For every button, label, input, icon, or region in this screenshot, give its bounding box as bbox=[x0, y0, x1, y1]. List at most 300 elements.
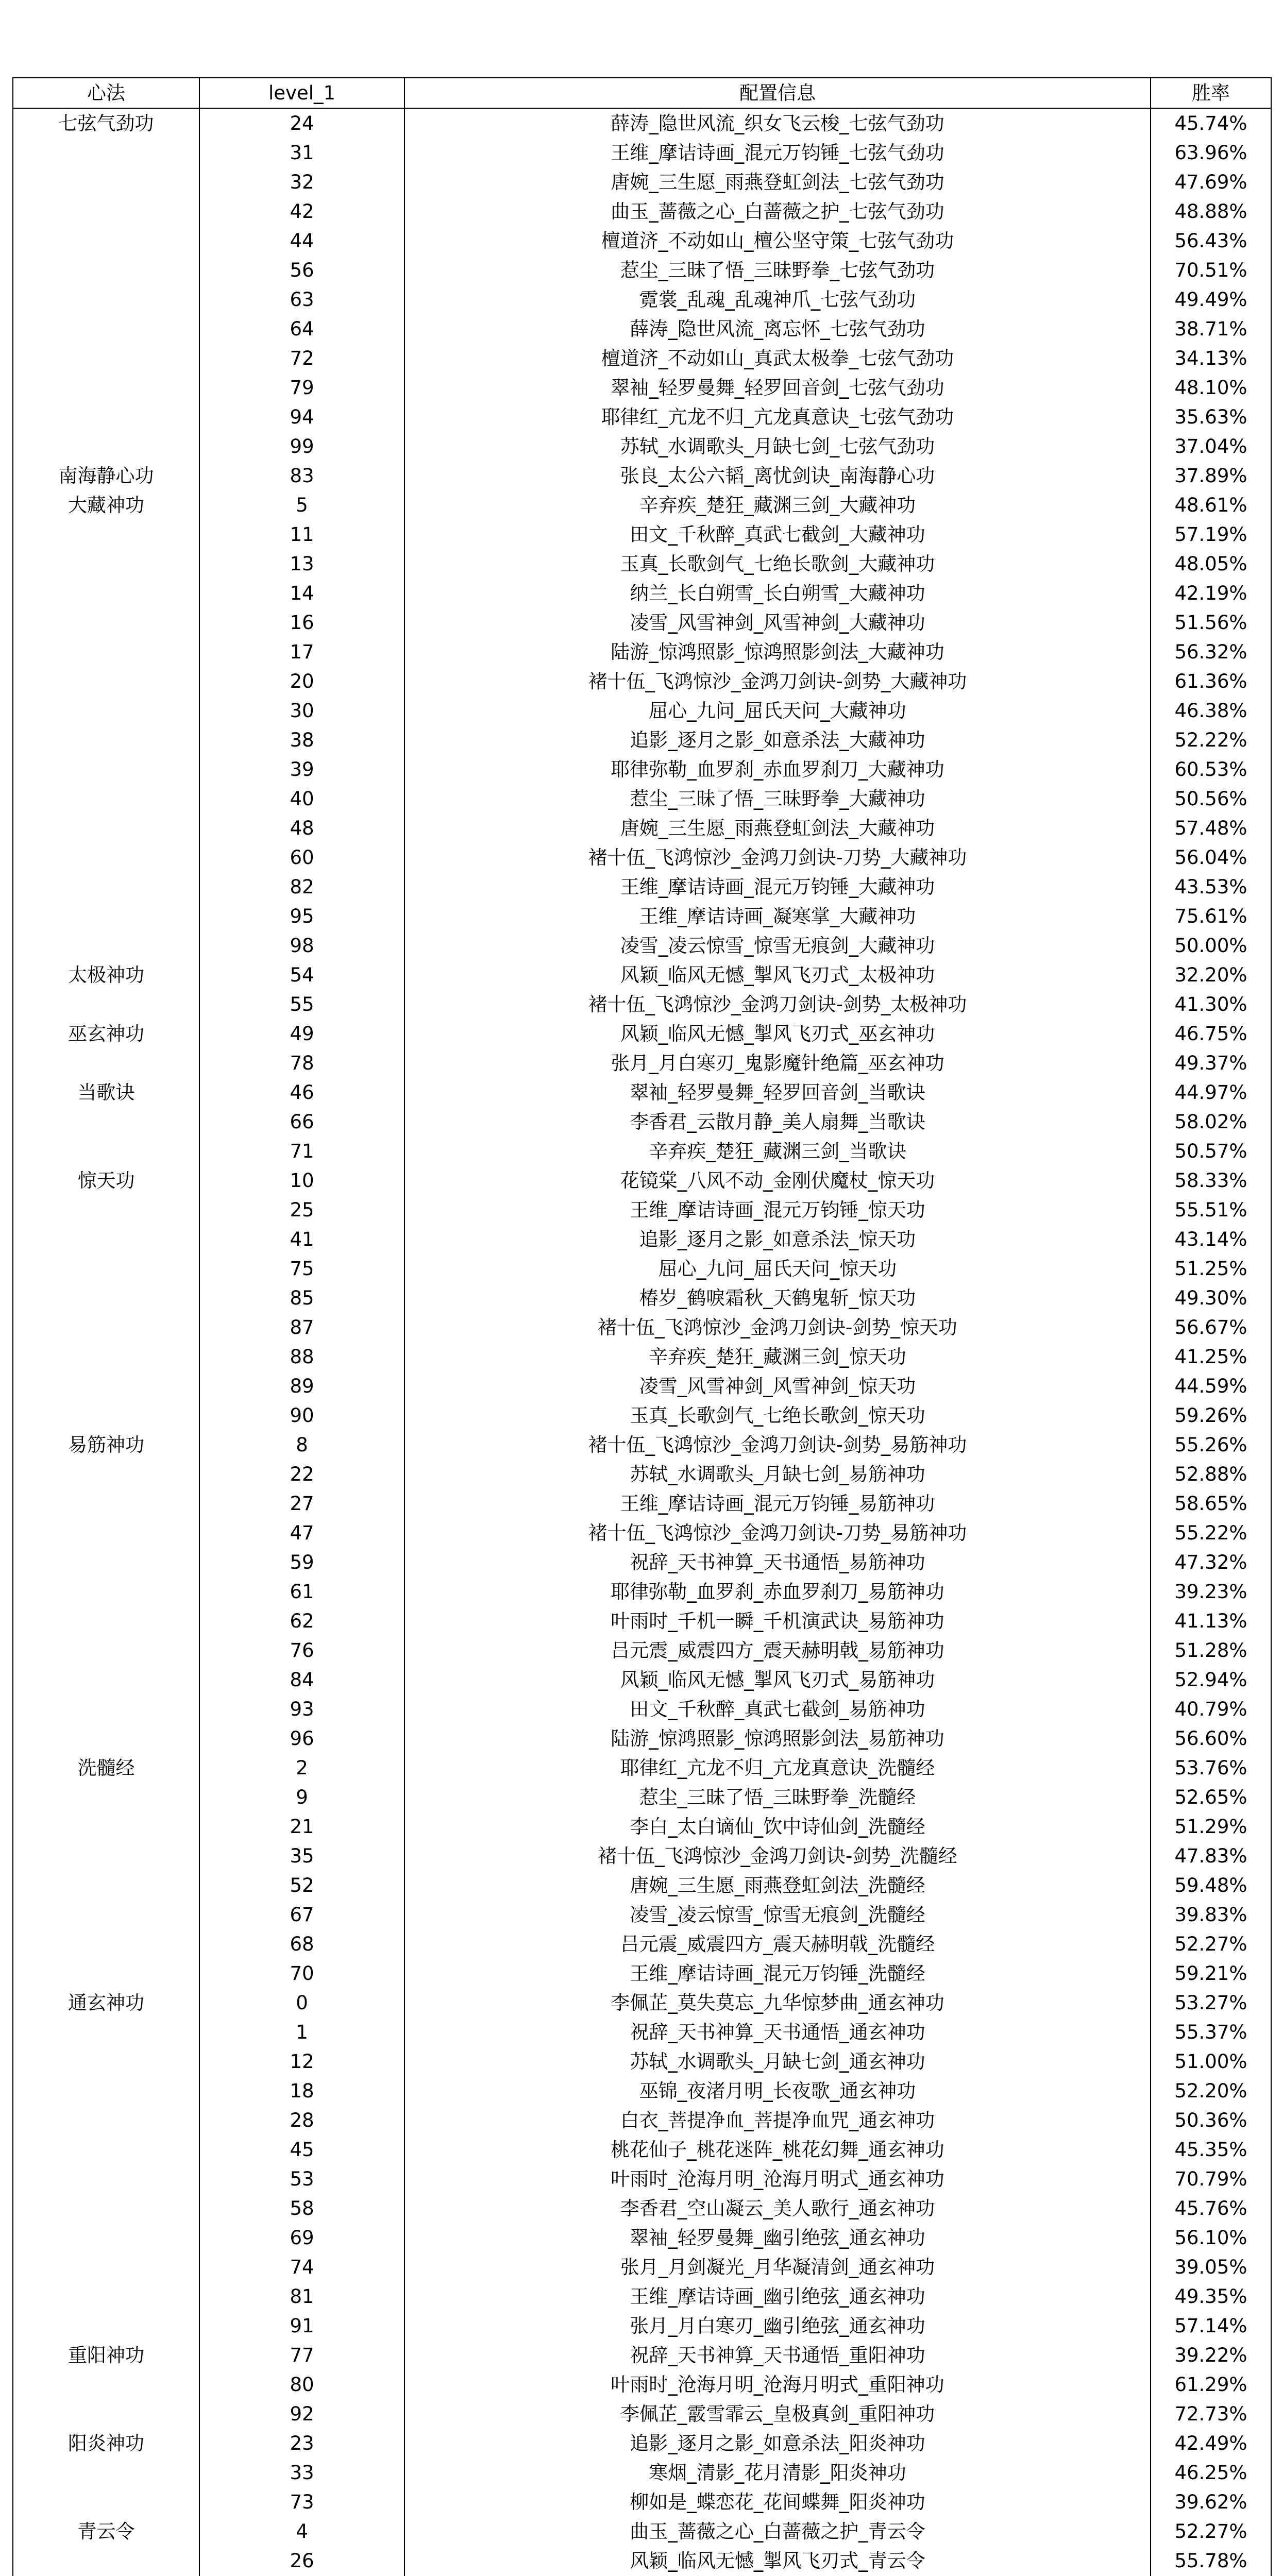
level-cell: 89 bbox=[199, 1371, 404, 1401]
table-row bbox=[13, 1166, 1271, 1195]
table-row bbox=[13, 373, 1271, 402]
xinfa-cell bbox=[13, 1871, 199, 1900]
table-row bbox=[13, 520, 1271, 549]
xinfa-cell bbox=[13, 402, 199, 432]
winrate-cell: 51.25% bbox=[1151, 1254, 1271, 1283]
level-cell: 83 bbox=[199, 461, 404, 490]
config-cell: 苏轼_水调歌头_月缺七剑_易筋神功 bbox=[404, 1460, 1151, 1489]
level-cell: 52 bbox=[199, 1871, 404, 1900]
level-cell: 67 bbox=[199, 1900, 404, 1929]
level-cell: 1 bbox=[199, 2018, 404, 2047]
winrate-cell: 57.48% bbox=[1151, 814, 1271, 843]
level-cell: 38 bbox=[199, 725, 404, 755]
winrate-cell: 50.56% bbox=[1151, 784, 1271, 814]
config-cell: 辛弃疾_楚狂_藏渊三剑_大藏神功 bbox=[404, 490, 1151, 520]
xinfa-cell bbox=[13, 197, 199, 226]
level-cell: 54 bbox=[199, 960, 404, 990]
xinfa-cell: 惊天功 bbox=[13, 1166, 199, 1195]
table-row bbox=[13, 872, 1271, 902]
config-cell: 风颖_临风无憾_掣风飞刃式_太极神功 bbox=[404, 960, 1151, 990]
xinfa-cell bbox=[13, 1841, 199, 1871]
config-cell: 唐婉_三生愿_雨燕登虹剑法_大藏神功 bbox=[404, 814, 1151, 843]
table-row bbox=[13, 784, 1271, 814]
config-cell: 王维_摩诘诗画_混元万钧锤_大藏神功 bbox=[404, 872, 1151, 902]
winrate-cell: 55.37% bbox=[1151, 2018, 1271, 2047]
config-cell: 曲玉_蔷薇之心_白蔷薇之护_青云令 bbox=[404, 2517, 1151, 2546]
config-cell: 张良_太公六韬_离忧剑诀_南海静心功 bbox=[404, 461, 1151, 490]
winrate-cell: 51.29% bbox=[1151, 1812, 1271, 1841]
table-row bbox=[13, 696, 1271, 725]
table-row bbox=[13, 1548, 1271, 1577]
config-cell: 辛弃疾_楚狂_藏渊三剑_当歌诀 bbox=[404, 1137, 1151, 1166]
level-cell: 71 bbox=[199, 1137, 404, 1166]
table-row bbox=[13, 1694, 1271, 1724]
config-cell: 唐婉_三生愿_雨燕登虹剑法_七弦气劲功 bbox=[404, 167, 1151, 197]
level-cell: 5 bbox=[199, 490, 404, 520]
xinfa-cell bbox=[13, 1460, 199, 1489]
config-cell: 檀道济_不动如山_檀公坚守策_七弦气劲功 bbox=[404, 226, 1151, 256]
winrate-cell: 39.62% bbox=[1151, 2487, 1271, 2517]
winrate-cell: 39.23% bbox=[1151, 1577, 1271, 1606]
table-row bbox=[13, 1342, 1271, 1371]
xinfa-cell bbox=[13, 2018, 199, 2047]
level-cell: 53 bbox=[199, 2164, 404, 2194]
level-cell: 14 bbox=[199, 579, 404, 608]
config-cell: 玉真_长歌剑气_七绝长歌剑_惊天功 bbox=[404, 1401, 1151, 1430]
winrate-cell: 48.05% bbox=[1151, 549, 1271, 579]
config-cell: 褚十伍_飞鸿惊沙_金鸿刀剑诀-剑势_太极神功 bbox=[404, 990, 1151, 1019]
winrate-cell: 40.79% bbox=[1151, 1694, 1271, 1724]
winrate-cell: 55.26% bbox=[1151, 1430, 1271, 1460]
xinfa-cell bbox=[13, 2311, 199, 2341]
xinfa-cell bbox=[13, 344, 199, 373]
winrate-cell: 55.78% bbox=[1151, 2546, 1271, 2575]
config-cell: 凌雪_风雪神剑_风雪神剑_惊天功 bbox=[404, 1371, 1151, 1401]
config-cell: 惹尘_三昧了悟_三昧野拳_大藏神功 bbox=[404, 784, 1151, 814]
xinfa-cell bbox=[13, 1724, 199, 1753]
table-row bbox=[13, 108, 1271, 138]
table-row bbox=[13, 138, 1271, 167]
table-row bbox=[13, 1959, 1271, 1988]
xinfa-cell bbox=[13, 2194, 199, 2223]
table-row bbox=[13, 1401, 1271, 1430]
level-cell: 46 bbox=[199, 1078, 404, 1107]
level-cell: 63 bbox=[199, 285, 404, 314]
config-cell: 张月_月白寒刃_幽引绝弦_通玄神功 bbox=[404, 2311, 1151, 2341]
xinfa-cell bbox=[13, 2546, 199, 2575]
level-cell: 17 bbox=[199, 637, 404, 667]
table-row bbox=[13, 432, 1271, 461]
winrate-cell: 37.89% bbox=[1151, 461, 1271, 490]
winrate-cell: 51.28% bbox=[1151, 1636, 1271, 1665]
winrate-cell: 44.97% bbox=[1151, 1078, 1271, 1107]
table-row bbox=[13, 2370, 1271, 2399]
level-cell: 82 bbox=[199, 872, 404, 902]
level-cell: 91 bbox=[199, 2311, 404, 2341]
xinfa-cell bbox=[13, 1518, 199, 1548]
header-cell-winrate: 胜率 bbox=[1151, 78, 1271, 108]
config-cell: 王维_摩诘诗画_凝寒掌_大藏神功 bbox=[404, 902, 1151, 931]
table-row bbox=[13, 1048, 1271, 1078]
level-cell: 59 bbox=[199, 1548, 404, 1577]
xinfa-cell: 大藏神功 bbox=[13, 490, 199, 520]
winrate-cell: 41.13% bbox=[1151, 1606, 1271, 1636]
table-row bbox=[13, 1665, 1271, 1694]
config-cell: 檀道济_不动如山_真武太极拳_七弦气劲功 bbox=[404, 344, 1151, 373]
level-cell: 41 bbox=[199, 1225, 404, 1254]
xinfa-cell bbox=[13, 2076, 199, 2106]
config-cell: 风颖_临风无憾_掣风飞刃式_易筋神功 bbox=[404, 1665, 1151, 1694]
xinfa-cell bbox=[13, 549, 199, 579]
level-cell: 8 bbox=[199, 1430, 404, 1460]
xinfa-cell bbox=[13, 256, 199, 285]
winrate-cell: 56.60% bbox=[1151, 1724, 1271, 1753]
config-cell: 翠袖_轻罗曼舞_轻罗回音剑_七弦气劲功 bbox=[404, 373, 1151, 402]
table-row bbox=[13, 1518, 1271, 1548]
xinfa-cell bbox=[13, 2135, 199, 2164]
winrate-cell: 41.30% bbox=[1151, 990, 1271, 1019]
level-cell: 76 bbox=[199, 1636, 404, 1665]
config-cell: 霓裳_乱魂_乱魂神爪_七弦气劲功 bbox=[404, 285, 1151, 314]
level-cell: 84 bbox=[199, 1665, 404, 1694]
xinfa-cell bbox=[13, 1959, 199, 1988]
level-cell: 85 bbox=[199, 1283, 404, 1313]
table-row bbox=[13, 1900, 1271, 1929]
level-cell: 98 bbox=[199, 931, 404, 960]
xinfa-cell bbox=[13, 285, 199, 314]
data-table bbox=[12, 77, 1272, 2576]
xinfa-cell: 洗髓经 bbox=[13, 1753, 199, 1783]
level-cell: 75 bbox=[199, 1254, 404, 1283]
xinfa-cell bbox=[13, 637, 199, 667]
winrate-cell: 49.35% bbox=[1151, 2282, 1271, 2311]
table-row bbox=[13, 2341, 1271, 2370]
level-cell: 55 bbox=[199, 990, 404, 1019]
level-cell: 87 bbox=[199, 1313, 404, 1342]
winrate-cell: 51.00% bbox=[1151, 2047, 1271, 2076]
level-cell: 12 bbox=[199, 2047, 404, 2076]
winrate-cell: 37.04% bbox=[1151, 432, 1271, 461]
xinfa-cell bbox=[13, 167, 199, 197]
winrate-cell: 56.67% bbox=[1151, 1313, 1271, 1342]
config-cell: 唐婉_三生愿_雨燕登虹剑法_洗髓经 bbox=[404, 1871, 1151, 1900]
config-cell: 屈心_九问_屈氏天问_惊天功 bbox=[404, 1254, 1151, 1283]
winrate-cell: 43.14% bbox=[1151, 1225, 1271, 1254]
level-cell: 99 bbox=[199, 432, 404, 461]
table-row bbox=[13, 1430, 1271, 1460]
config-cell: 李香君_空山凝云_美人歌行_通玄神功 bbox=[404, 2194, 1151, 2223]
table-row bbox=[13, 1577, 1271, 1606]
winrate-cell: 47.83% bbox=[1151, 1841, 1271, 1871]
xinfa-cell bbox=[13, 1636, 199, 1665]
config-cell: 李香君_云散月静_美人扇舞_当歌诀 bbox=[404, 1107, 1151, 1137]
winrate-cell: 70.51% bbox=[1151, 256, 1271, 285]
xinfa-cell bbox=[13, 138, 199, 167]
level-cell: 25 bbox=[199, 1195, 404, 1225]
table-row bbox=[13, 256, 1271, 285]
winrate-cell: 34.13% bbox=[1151, 344, 1271, 373]
xinfa-cell bbox=[13, 1900, 199, 1929]
level-cell: 22 bbox=[199, 1460, 404, 1489]
level-cell: 60 bbox=[199, 843, 404, 872]
xinfa-cell bbox=[13, 314, 199, 344]
xinfa-cell bbox=[13, 608, 199, 637]
table-row bbox=[13, 2106, 1271, 2135]
table-row bbox=[13, 2194, 1271, 2223]
xinfa-cell bbox=[13, 1283, 199, 1313]
level-cell: 27 bbox=[199, 1489, 404, 1518]
level-cell: 26 bbox=[199, 2546, 404, 2575]
data-sheet bbox=[12, 77, 1271, 2576]
xinfa-cell bbox=[13, 1665, 199, 1694]
xinfa-cell bbox=[13, 931, 199, 960]
xinfa-cell bbox=[13, 2487, 199, 2517]
config-cell: 凌雪_风雪神剑_风雪神剑_大藏神功 bbox=[404, 608, 1151, 637]
winrate-cell: 49.37% bbox=[1151, 1048, 1271, 1078]
winrate-cell: 45.76% bbox=[1151, 2194, 1271, 2223]
xinfa-cell bbox=[13, 1195, 199, 1225]
xinfa-cell bbox=[13, 579, 199, 608]
table-row bbox=[13, 2311, 1271, 2341]
table-row bbox=[13, 2517, 1271, 2546]
table-row bbox=[13, 1225, 1271, 1254]
winrate-cell: 55.22% bbox=[1151, 1518, 1271, 1548]
table-row bbox=[13, 1753, 1271, 1783]
level-cell: 73 bbox=[199, 2487, 404, 2517]
table-row bbox=[13, 2135, 1271, 2164]
level-cell: 79 bbox=[199, 373, 404, 402]
config-cell: 苏轼_水调歌头_月缺七剑_通玄神功 bbox=[404, 2047, 1151, 2076]
level-cell: 40 bbox=[199, 784, 404, 814]
winrate-cell: 45.74% bbox=[1151, 108, 1271, 138]
table-row bbox=[13, 2282, 1271, 2311]
xinfa-cell bbox=[13, 2106, 199, 2135]
config-cell: 叶雨时_千机一瞬_千机演武诀_易筋神功 bbox=[404, 1606, 1151, 1636]
winrate-cell: 72.73% bbox=[1151, 2399, 1271, 2429]
level-cell: 39 bbox=[199, 755, 404, 784]
xinfa-cell bbox=[13, 1254, 199, 1283]
table-row bbox=[13, 990, 1271, 1019]
config-cell: 田文_千秋醉_真武七截剑_易筋神功 bbox=[404, 1694, 1151, 1724]
xinfa-cell bbox=[13, 696, 199, 725]
table-row bbox=[13, 1107, 1271, 1137]
config-cell: 追影_逐月之影_如意杀法_大藏神功 bbox=[404, 725, 1151, 755]
level-cell: 0 bbox=[199, 1988, 404, 2018]
winrate-cell: 58.02% bbox=[1151, 1107, 1271, 1137]
xinfa-cell bbox=[13, 1048, 199, 1078]
config-cell: 祝辞_天书神算_天书通悟_重阳神功 bbox=[404, 2341, 1151, 2370]
table-row bbox=[13, 490, 1271, 520]
xinfa-cell: 阳炎神功 bbox=[13, 2429, 199, 2458]
table-row bbox=[13, 285, 1271, 314]
config-cell: 吕元震_威震四方_震天赫明戟_洗髓经 bbox=[404, 1929, 1151, 1959]
level-cell: 32 bbox=[199, 167, 404, 197]
xinfa-cell bbox=[13, 1225, 199, 1254]
config-cell: 屈心_九问_屈氏天问_大藏神功 bbox=[404, 696, 1151, 725]
table-row bbox=[13, 461, 1271, 490]
winrate-cell: 39.83% bbox=[1151, 1900, 1271, 1929]
xinfa-cell: 青云令 bbox=[13, 2517, 199, 2546]
winrate-cell: 63.96% bbox=[1151, 138, 1271, 167]
table-row bbox=[13, 579, 1271, 608]
table-row bbox=[13, 344, 1271, 373]
table-row bbox=[13, 1812, 1271, 1841]
config-cell: 王维_摩诘诗画_幽引绝弦_通玄神功 bbox=[404, 2282, 1151, 2311]
table-row bbox=[13, 2429, 1271, 2458]
config-cell: 翠袖_轻罗曼舞_轻罗回音剑_当歌诀 bbox=[404, 1078, 1151, 1107]
winrate-cell: 32.20% bbox=[1151, 960, 1271, 990]
winrate-cell: 52.27% bbox=[1151, 1929, 1271, 1959]
level-cell: 42 bbox=[199, 197, 404, 226]
xinfa-cell bbox=[13, 784, 199, 814]
table-row bbox=[13, 2252, 1271, 2282]
winrate-cell: 48.61% bbox=[1151, 490, 1271, 520]
level-cell: 90 bbox=[199, 1401, 404, 1430]
config-cell: 苏轼_水调歌头_月缺七剑_七弦气劲功 bbox=[404, 432, 1151, 461]
config-cell: 柳如是_蝶恋花_花间蝶舞_阳炎神功 bbox=[404, 2487, 1151, 2517]
table-row bbox=[13, 1929, 1271, 1959]
level-cell: 56 bbox=[199, 256, 404, 285]
xinfa-cell bbox=[13, 2252, 199, 2282]
config-cell: 寒烟_清影_花月清影_阳炎神功 bbox=[404, 2458, 1151, 2487]
winrate-cell: 55.51% bbox=[1151, 1195, 1271, 1225]
winrate-cell: 42.19% bbox=[1151, 579, 1271, 608]
winrate-cell: 50.00% bbox=[1151, 931, 1271, 960]
config-cell: 翠袖_轻罗曼舞_幽引绝弦_通玄神功 bbox=[404, 2223, 1151, 2252]
config-cell: 王维_摩诘诗画_混元万钧锤_易筋神功 bbox=[404, 1489, 1151, 1518]
config-cell: 祝辞_天书神算_天书通悟_易筋神功 bbox=[404, 1548, 1151, 1577]
xinfa-cell bbox=[13, 1401, 199, 1430]
level-cell: 18 bbox=[199, 2076, 404, 2106]
table-row bbox=[13, 1783, 1271, 1812]
config-cell: 耶律弥勒_血罗刹_赤血罗刹刀_易筋神功 bbox=[404, 1577, 1151, 1606]
xinfa-cell bbox=[13, 1371, 199, 1401]
config-cell: 巫锦_夜渚月明_长夜歌_通玄神功 bbox=[404, 2076, 1151, 2106]
winrate-cell: 70.79% bbox=[1151, 2164, 1271, 2194]
xinfa-cell bbox=[13, 1548, 199, 1577]
config-cell: 褚十伍_飞鸿惊沙_金鸿刀剑诀-刀势_大藏神功 bbox=[404, 843, 1151, 872]
config-cell: 惹尘_三昧了悟_三昧野拳_洗髓经 bbox=[404, 1783, 1151, 1812]
table-row bbox=[13, 1254, 1271, 1283]
level-cell: 72 bbox=[199, 344, 404, 373]
level-cell: 92 bbox=[199, 2399, 404, 2429]
config-cell: 薛涛_隐世风流_离忘怀_七弦气劲功 bbox=[404, 314, 1151, 344]
config-cell: 陆游_惊鸿照影_惊鸿照影剑法_易筋神功 bbox=[404, 1724, 1151, 1753]
level-cell: 47 bbox=[199, 1518, 404, 1548]
table-row bbox=[13, 902, 1271, 931]
xinfa-cell bbox=[13, 1137, 199, 1166]
xinfa-cell bbox=[13, 2399, 199, 2429]
header-row bbox=[13, 78, 1271, 108]
table-row bbox=[13, 2076, 1271, 2106]
table-row bbox=[13, 1636, 1271, 1665]
level-cell: 64 bbox=[199, 314, 404, 344]
config-cell: 李白_太白谪仙_饮中诗仙剑_洗髓经 bbox=[404, 1812, 1151, 1841]
table-row bbox=[13, 2487, 1271, 2517]
winrate-cell: 49.49% bbox=[1151, 285, 1271, 314]
table-row bbox=[13, 667, 1271, 696]
config-cell: 耶律弥勒_血罗刹_赤血罗刹刀_大藏神功 bbox=[404, 755, 1151, 784]
xinfa-cell bbox=[13, 1694, 199, 1724]
winrate-cell: 52.20% bbox=[1151, 2076, 1271, 2106]
config-cell: 王维_摩诘诗画_混元万钧锤_七弦气劲功 bbox=[404, 138, 1151, 167]
config-cell: 田文_千秋醉_真武七截剑_大藏神功 bbox=[404, 520, 1151, 549]
winrate-cell: 59.26% bbox=[1151, 1401, 1271, 1430]
xinfa-cell bbox=[13, 902, 199, 931]
xinfa-cell bbox=[13, 667, 199, 696]
config-cell: 风颖_临风无憾_掣风飞刃式_青云令 bbox=[404, 2546, 1151, 2575]
table-row bbox=[13, 637, 1271, 667]
xinfa-cell bbox=[13, 872, 199, 902]
config-cell: 褚十伍_飞鸿惊沙_金鸿刀剑诀-剑势_洗髓经 bbox=[404, 1841, 1151, 1871]
level-cell: 69 bbox=[199, 2223, 404, 2252]
config-cell: 追影_逐月之影_如意杀法_阳炎神功 bbox=[404, 2429, 1151, 2458]
xinfa-cell bbox=[13, 725, 199, 755]
winrate-cell: 52.27% bbox=[1151, 2517, 1271, 2546]
config-cell: 桃花仙子_桃花迷阵_桃花幻舞_通玄神功 bbox=[404, 2135, 1151, 2164]
xinfa-cell bbox=[13, 2370, 199, 2399]
config-cell: 吕元震_威震四方_震天赫明戟_易筋神功 bbox=[404, 1636, 1151, 1665]
config-cell: 辛弃疾_楚狂_藏渊三剑_惊天功 bbox=[404, 1342, 1151, 1371]
level-cell: 94 bbox=[199, 402, 404, 432]
table-row bbox=[13, 1283, 1271, 1313]
xinfa-cell: 南海静心功 bbox=[13, 461, 199, 490]
winrate-cell: 52.65% bbox=[1151, 1783, 1271, 1812]
winrate-cell: 56.43% bbox=[1151, 226, 1271, 256]
winrate-cell: 53.27% bbox=[1151, 1988, 1271, 2018]
xinfa-cell bbox=[13, 1812, 199, 1841]
winrate-cell: 50.36% bbox=[1151, 2106, 1271, 2135]
level-cell: 77 bbox=[199, 2341, 404, 2370]
table-row bbox=[13, 1988, 1271, 2018]
xinfa-cell bbox=[13, 755, 199, 784]
winrate-cell: 49.30% bbox=[1151, 1283, 1271, 1313]
config-cell: 王维_摩诘诗画_混元万钧锤_惊天功 bbox=[404, 1195, 1151, 1225]
level-cell: 61 bbox=[199, 1577, 404, 1606]
config-cell: 褚十伍_飞鸿惊沙_金鸿刀剑诀-刀势_易筋神功 bbox=[404, 1518, 1151, 1548]
xinfa-cell: 巫玄神功 bbox=[13, 1019, 199, 1048]
level-cell: 23 bbox=[199, 2429, 404, 2458]
xinfa-cell bbox=[13, 1929, 199, 1959]
xinfa-cell bbox=[13, 226, 199, 256]
winrate-cell: 56.32% bbox=[1151, 637, 1271, 667]
config-cell: 薛涛_隐世风流_织女飞云梭_七弦气劲功 bbox=[404, 108, 1151, 138]
table-row bbox=[13, 1489, 1271, 1518]
table-row bbox=[13, 1371, 1271, 1401]
level-cell: 80 bbox=[199, 2370, 404, 2399]
xinfa-cell bbox=[13, 2458, 199, 2487]
xinfa-cell bbox=[13, 373, 199, 402]
winrate-cell: 52.22% bbox=[1151, 725, 1271, 755]
xinfa-cell bbox=[13, 990, 199, 1019]
table-row bbox=[13, 1606, 1271, 1636]
winrate-cell: 53.76% bbox=[1151, 1753, 1271, 1783]
table-row bbox=[13, 2164, 1271, 2194]
table-row bbox=[13, 814, 1271, 843]
table-row bbox=[13, 1019, 1271, 1048]
config-cell: 纳兰_长白朔雪_长白朔雪_大藏神功 bbox=[404, 579, 1151, 608]
table-row bbox=[13, 2047, 1271, 2076]
winrate-cell: 47.69% bbox=[1151, 167, 1271, 197]
level-cell: 81 bbox=[199, 2282, 404, 2311]
header-cell-level: level_1 bbox=[199, 78, 404, 108]
table-row bbox=[13, 608, 1271, 637]
table-row bbox=[13, 2458, 1271, 2487]
config-cell: 叶雨时_沧海月明_沧海月明式_通玄神功 bbox=[404, 2164, 1151, 2194]
level-cell: 62 bbox=[199, 1606, 404, 1636]
header-cell-config: 配置信息 bbox=[404, 78, 1151, 108]
level-cell: 95 bbox=[199, 902, 404, 931]
